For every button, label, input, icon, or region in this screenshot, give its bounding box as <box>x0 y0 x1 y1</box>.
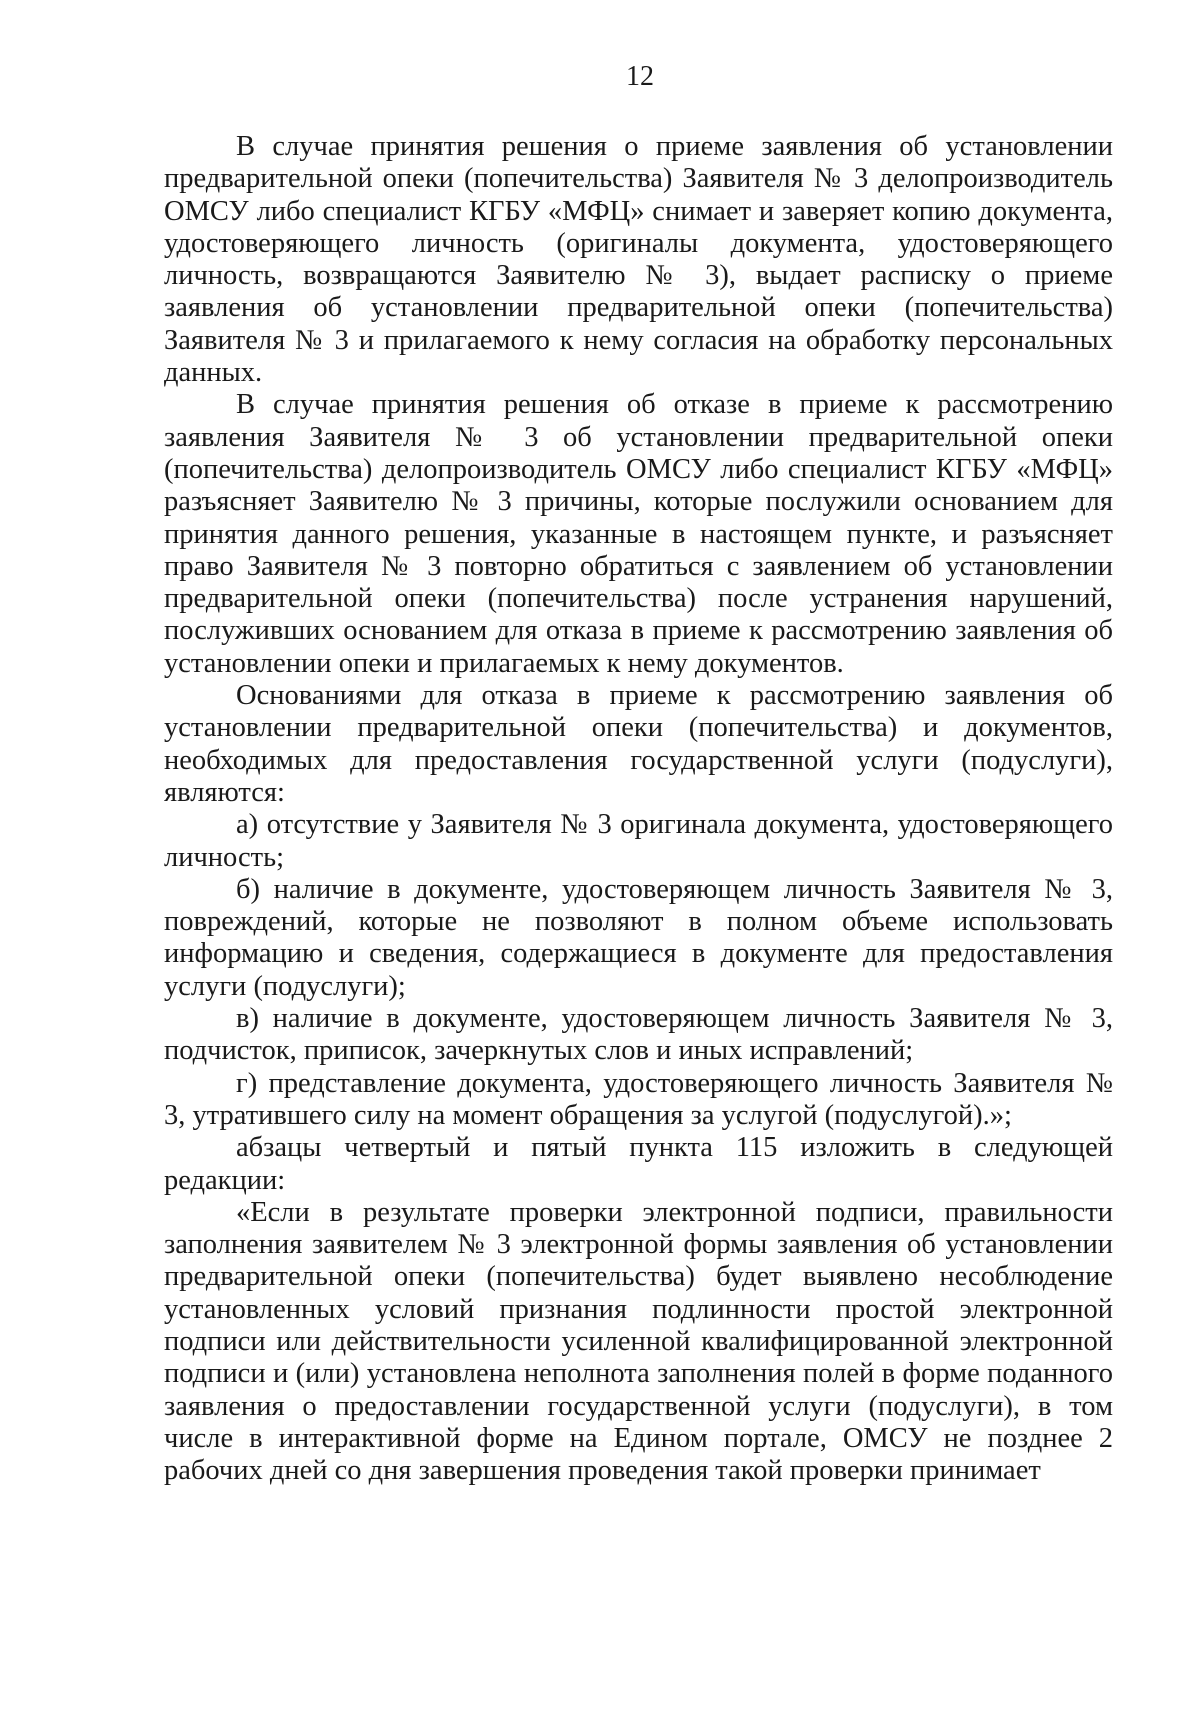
list-item-a: а) отсутствие у Заявителя № 3 оригинала документа, удостоверяющего личность; <box>164 809 1113 873</box>
page-number: 12 <box>626 61 654 92</box>
list-item-b: б) наличие в документе, удостоверяющем личность Заявителя № 3, повреждений, которые не позволяют в полном объеме использовать информацию и сведения, содержащиеся в документе для предоставления услуги (подуслуги); <box>164 873 1113 1002</box>
paragraph: В случае принятия решения о приеме заявления об установлении предварительной опеки (попечительства) Заявителя № 3 делопроизводитель ОМСУ либо специалист КГБУ «МФЦ» снимает и заверяет копию документа, удостоверяющего личность (оригиналы документа, удостоверяющего личность, возвращаются Заявителю № 3), выдает расписку о приеме заявления об установлении предварительной опеки (попечительства) Заявителя № 3 и прилагаемого к нему согласия на обработку персональных данных. <box>164 131 1113 389</box>
paragraph: В случае принятия решения об отказе в приеме к рассмотрению заявления Заявителя № 3 об установлении предварительной опеки (попечительства) делопроизводитель ОМСУ либо специалист КГБУ «МФЦ» разъясняет Заявителю № 3 причины, которые послужили основанием для принятия данного решения, указанные в настоящем пункте, и разъясняет право Заявителя № 3 повторно обратиться с заявлением об установлении предварительной опеки (попечительства) после устранения нарушений, послуживших основанием для отказа в приеме к рассмотрению заявления об установлении опеки и прилагаемых к нему документов. <box>164 389 1113 679</box>
paragraph: Основаниями для отказа в приеме к рассмотрению заявления об установлении предварительной опеки (попечительства) и документов, необходимых для предоставления государственной услуги (подуслуги), являются: <box>164 680 1113 808</box>
paragraph: абзацы четвертый и пятый пункта 115 изложить в следующей редакции: <box>164 1132 1113 1196</box>
paragraph: «Если в результате проверки электронной подписи, правильности заполнения заявителем № 3 электронной формы заявления об установлении предварительной опеки (попечительства) будет выявлено несоблюдение установленных условий признания подлинности простой электронной подписи или действительности усиленной квалифицированной электронной подписи и (или) установлена неполнота заполнения полей в форме поданного заявления о предоставлении государственной услуги (подуслуги), в том числе в интерактивной форме на Едином портале, ОМСУ не позднее 2 рабочих дней со дня завершения проведения такой проверки принимает <box>164 1196 1113 1487</box>
list-item-g: г) представление документа, удостоверяющего личность Заявителя № 3, утратившего силу на момент обращения за услугой (подуслугой).»; <box>164 1067 1113 1131</box>
list-item-v: в) наличие в документе, удостоверяющем личность Заявителя № 3, подчисток, приписок, зачеркнутых слов и иных исправлений; <box>164 1003 1113 1067</box>
document-body <box>164 131 1113 1487</box>
